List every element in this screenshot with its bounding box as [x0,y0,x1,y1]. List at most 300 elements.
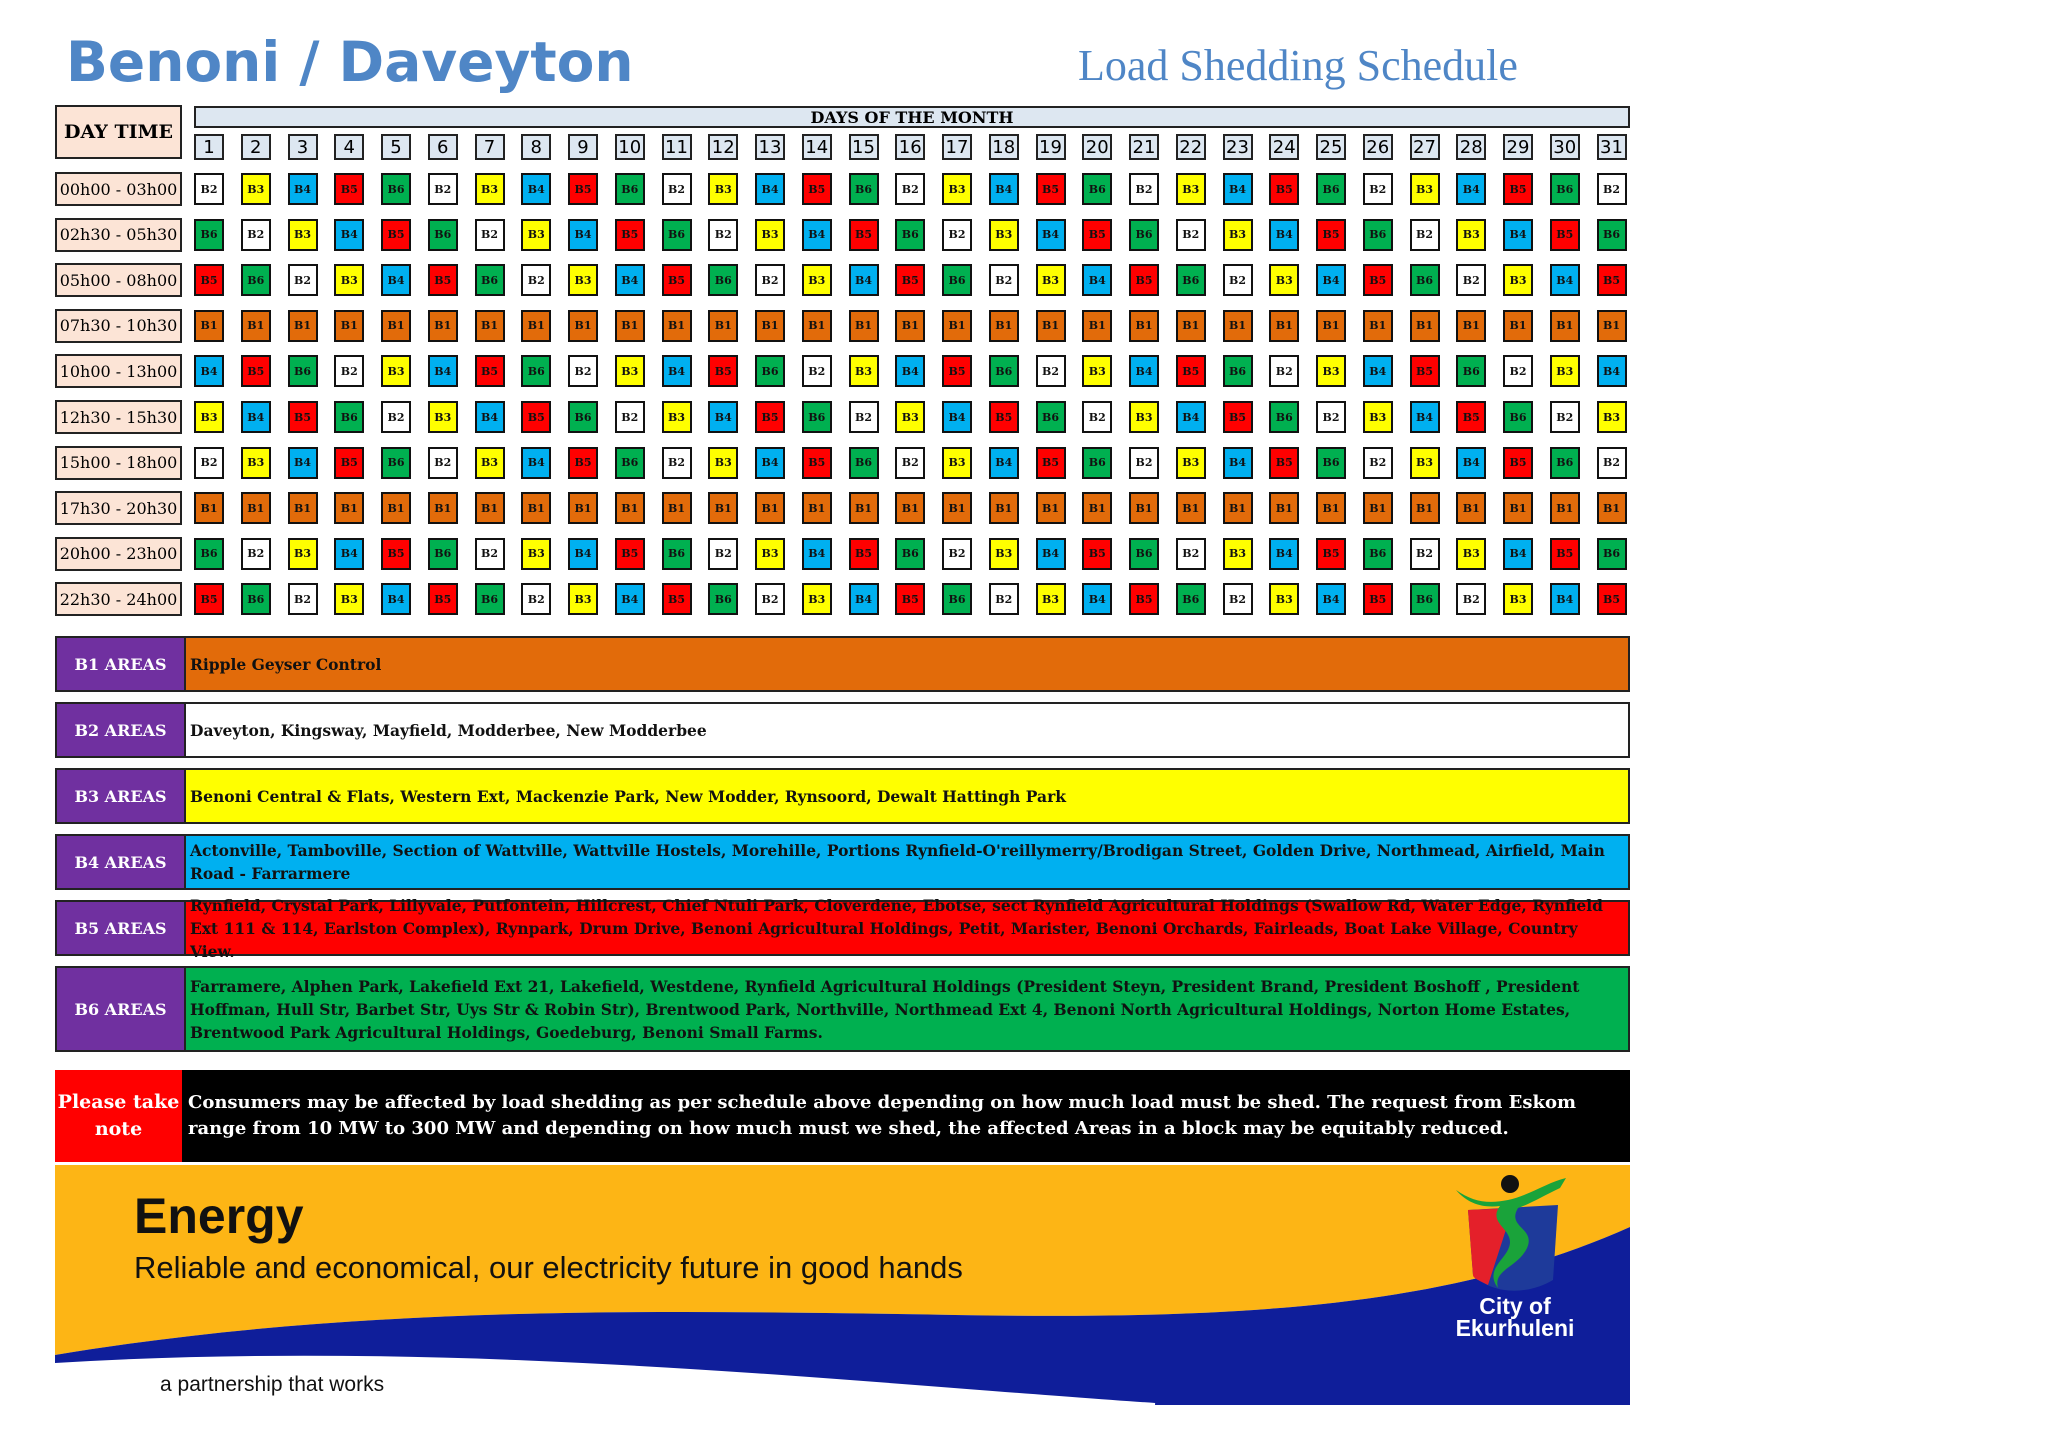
schedule-cell: B3 [989,538,1019,570]
schedule-cell: B2 [1223,264,1253,296]
schedule-cell: B4 [1036,538,1066,570]
schedule-cell: B5 [381,538,411,570]
area-label: B5 AREAS [57,902,186,954]
schedule-cell: B6 [568,401,598,433]
day-number: 13 [755,134,785,160]
schedule-cell: B5 [1316,538,1346,570]
schedule-cell: B1 [428,492,458,524]
schedule-cell: B3 [241,447,271,479]
schedule-cell: B3 [849,355,879,387]
area-description: Actonville, Tamboville, Section of Wattville, Wattville Hostels, Morehille, Portions Rynfield-O'reillymerry/Brodigan Street, Golden Drive, Northmead, Airfield, Main Road - Farrarmere [186,836,1628,888]
schedule-cell: B1 [895,310,925,342]
schedule-cell: B3 [1129,401,1159,433]
day-number: 16 [895,134,925,160]
schedule-cell: B6 [194,538,224,570]
schedule-cell: B2 [1176,538,1206,570]
schedule-cell: B2 [1176,219,1206,251]
schedule-cell: B4 [521,173,551,205]
schedule-cell: B6 [288,355,318,387]
schedule-cell: B3 [381,355,411,387]
schedule-cell: B4 [521,447,551,479]
area-description: Daveyton, Kingsway, Mayfield, Modderbee, New Modderbee [186,704,1628,756]
schedule-cell: B5 [895,264,925,296]
logo-text: City of Ekurhuleni [1455,1293,1575,1341]
schedule-cell: B3 [1223,538,1253,570]
schedule-cell: B1 [288,310,318,342]
day-number: 12 [708,134,738,160]
schedule-cell: B4 [802,219,832,251]
schedule-cell: B2 [849,401,879,433]
schedule-cell: B4 [662,355,692,387]
schedule-cell: B6 [475,264,505,296]
schedule-cell: B2 [1597,173,1627,205]
schedule-cell: B5 [568,447,598,479]
schedule-cell: B6 [1410,583,1440,615]
schedule-cell: B3 [1082,355,1112,387]
schedule-cell: B6 [942,264,972,296]
schedule-cell: B6 [895,538,925,570]
schedule-cell: B2 [428,173,458,205]
day-number: 23 [1223,134,1253,160]
schedule-cell: B3 [475,447,505,479]
schedule-cell: B3 [1456,219,1486,251]
schedule-cell: B5 [288,401,318,433]
schedule-cell: B1 [802,310,832,342]
schedule-cell: B1 [708,492,738,524]
schedule-cell: B1 [802,492,832,524]
schedule-cell: B5 [662,583,692,615]
schedule-cell: B1 [849,492,879,524]
schedule-cell: B1 [1503,492,1533,524]
schedule-cell: B1 [1550,310,1580,342]
schedule-cell: B5 [1363,583,1393,615]
schedule-cell: B2 [1363,173,1393,205]
schedule-cell: B2 [989,583,1019,615]
schedule-cell: B5 [1550,219,1580,251]
schedule-cell: B1 [755,310,785,342]
schedule-cell: B5 [989,401,1019,433]
schedule-cell: B3 [1316,355,1346,387]
day-number: 11 [662,134,692,160]
schedule-cell: B6 [1363,538,1393,570]
schedule-cell: B2 [194,173,224,205]
schedule-cell: B4 [1082,583,1112,615]
schedule-cell: B2 [755,264,785,296]
schedule-cell: B4 [1597,355,1627,387]
day-number: 17 [942,134,972,160]
schedule-cell: B4 [1410,401,1440,433]
time-slot-label: 02h30 - 05h30 [55,218,182,252]
schedule-cell: B2 [942,538,972,570]
schedule-cell: B2 [194,447,224,479]
schedule-cell: B4 [989,447,1019,479]
schedule-cell: B5 [1363,264,1393,296]
schedule-cell: B4 [802,538,832,570]
schedule-cell: B5 [849,219,879,251]
schedule-cell: B2 [989,264,1019,296]
schedule-cell: B3 [802,264,832,296]
schedule-cell: B2 [895,447,925,479]
ekurhuleni-logo-icon [1448,1170,1578,1300]
schedule-cell: B3 [288,219,318,251]
schedule-cell: B3 [662,401,692,433]
schedule-cell: B1 [194,492,224,524]
schedule-cell: B6 [1550,447,1580,479]
schedule-cell: B2 [662,173,692,205]
schedule-cell: B5 [1223,401,1253,433]
schedule-cell: B2 [615,401,645,433]
schedule-cell: B6 [381,447,411,479]
schedule-cell: B3 [1410,173,1440,205]
schedule-cell: B2 [802,355,832,387]
schedule-cell: B2 [1223,583,1253,615]
area-row [55,768,1630,824]
schedule-cell: B6 [1550,173,1580,205]
schedule-cell: B4 [334,538,364,570]
schedule-cell: B1 [1363,310,1393,342]
day-number: 6 [428,134,458,160]
schedule-cell: B2 [1503,355,1533,387]
schedule-cell: B2 [942,219,972,251]
schedule-cell: B3 [942,447,972,479]
schedule-cell: B1 [475,310,505,342]
note-row [55,1070,1630,1162]
day-number: 24 [1269,134,1299,160]
schedule-cell: B4 [1503,538,1533,570]
schedule-cell: B6 [1316,447,1346,479]
schedule-cell: B2 [755,583,785,615]
time-slot-label: 15h00 - 18h00 [55,446,182,480]
schedule-cell: B4 [1129,355,1159,387]
schedule-cell: B5 [1269,447,1299,479]
schedule-cell: B5 [615,538,645,570]
area-label: B4 AREAS [57,836,186,888]
schedule-cell: B1 [942,492,972,524]
schedule-cell: B1 [288,492,318,524]
schedule-cell: B4 [1456,447,1486,479]
schedule-cell: B1 [849,310,879,342]
schedule-cell: B6 [194,219,224,251]
schedule-cell: B6 [1036,401,1066,433]
area-label: B6 AREAS [57,968,186,1050]
day-number: 30 [1550,134,1580,160]
schedule-cell: B5 [194,264,224,296]
schedule-cell: B6 [428,538,458,570]
day-number: 20 [1082,134,1112,160]
schedule-cell: B5 [1129,264,1159,296]
schedule-cell: B2 [1082,401,1112,433]
schedule-cell: B4 [1550,264,1580,296]
schedule-cell: B6 [662,219,692,251]
tagline: a partnership that works [160,1373,385,1396]
area-row [55,702,1630,758]
schedule-cell: B6 [1503,401,1533,433]
schedule-cell: B2 [1363,447,1393,479]
schedule-cell: B1 [568,492,598,524]
schedule-cell: B6 [615,447,645,479]
schedule-cell: B5 [241,355,271,387]
area-row [55,636,1630,692]
schedule-cell: B4 [849,583,879,615]
schedule-cell: B3 [334,583,364,615]
day-number: 21 [1129,134,1159,160]
schedule-cell: B1 [989,310,1019,342]
schedule-cell: B2 [708,538,738,570]
schedule-cell: B2 [1456,264,1486,296]
schedule-cell: B4 [755,447,785,479]
day-number: 1 [194,134,224,160]
schedule-cell: B1 [568,310,598,342]
schedule-cell: B1 [708,310,738,342]
schedule-cell: B3 [1269,264,1299,296]
schedule-cell: B4 [381,583,411,615]
schedule-cell: B2 [1269,355,1299,387]
day-number: 18 [989,134,1019,160]
schedule-cell: B3 [1269,583,1299,615]
schedule-cell: B5 [1269,173,1299,205]
schedule-cell: B6 [708,583,738,615]
area-description: Benoni Central & Flats, Western Ext, Mackenzie Park, New Modder, Rynsoord, Dewalt Hattingh Park [186,770,1628,822]
schedule-cell: B6 [475,583,505,615]
day-number: 15 [849,134,879,160]
schedule-cell: B6 [802,401,832,433]
schedule-cell: B1 [1597,310,1627,342]
area-label: B3 AREAS [57,770,186,822]
schedule-cell: B1 [241,310,271,342]
schedule-cell: B1 [241,492,271,524]
schedule-cell: B6 [381,173,411,205]
schedule-cell: B2 [428,447,458,479]
schedule-cell: B1 [1082,492,1112,524]
time-slot-label: 12h30 - 15h30 [55,400,182,434]
schedule-cell: B4 [1269,538,1299,570]
schedule-cell: B4 [568,538,598,570]
schedule-cell: B5 [1456,401,1486,433]
schedule-cell: B5 [1176,355,1206,387]
schedule-cell: B1 [1456,310,1486,342]
schedule-cell: B2 [708,219,738,251]
day-number: 28 [1456,134,1486,160]
schedule-cell: B1 [1410,492,1440,524]
day-time-header: DAY TIME [55,105,182,159]
schedule-cell: B5 [1316,219,1346,251]
note-text: Consumers may be affected by load shedding as per schedule above depending on how much load must be shed. The request from Eskom range from 10 MW to 300 MW and depending on how much must we shed, the affected Areas in a block may be equitably reduced. [182,1070,1630,1162]
page-subtitle: Load Shedding Schedule [1078,41,1518,90]
schedule-cell: B4 [942,401,972,433]
schedule-cell: B1 [1503,310,1533,342]
schedule-cell: B3 [475,173,505,205]
schedule-cell: B3 [568,583,598,615]
schedule-cell: B6 [1129,538,1159,570]
schedule-cell: B3 [521,219,551,251]
schedule-cell: B6 [942,583,972,615]
schedule-cell: B1 [428,310,458,342]
area-description: Farramere, Alphen Park, Lakefield Ext 21, Lakefield, Westdene, Rynfield Agricultural Holdings (President Steyn, President Brand, President Boshoff , President Hoffman, Hull Str, Barbet Str, Uys Str & Robin Str), Brentwood Park, Northville, Northmead Ext 4, Benoni North Agricultural Holdings, Norton Home Estates, Brentwood Park Agricultural Holdings, Goedeburg, Benoni Small Farms. [186,968,1628,1050]
schedule-cell: B5 [521,401,551,433]
schedule-cell: B2 [288,264,318,296]
schedule-cell: B2 [475,538,505,570]
area-row [55,834,1630,890]
day-number: 19 [1036,134,1066,160]
schedule-cell: B5 [615,219,645,251]
day-number: 4 [334,134,364,160]
time-slot-label: 17h30 - 20h30 [55,491,182,525]
schedule-cell: B6 [1456,355,1486,387]
schedule-cell: B1 [381,492,411,524]
schedule-cell: B1 [475,492,505,524]
schedule-cell: B1 [1129,310,1159,342]
schedule-cell: B1 [1410,310,1440,342]
schedule-cell: B1 [1550,492,1580,524]
schedule-cell: B3 [568,264,598,296]
schedule-cell: B2 [662,447,692,479]
schedule-cell: B1 [942,310,972,342]
area-description: Ripple Geyser Control [186,638,1628,690]
schedule-cell: B1 [895,492,925,524]
schedule-cell: B3 [1176,173,1206,205]
day-number: 10 [615,134,645,160]
schedule-cell: B4 [381,264,411,296]
schedule-cell: B1 [755,492,785,524]
schedule-cell: B5 [475,355,505,387]
schedule-cell: B1 [334,310,364,342]
schedule-cell: B1 [1456,492,1486,524]
schedule-cell: B6 [241,583,271,615]
schedule-cell: B1 [1316,492,1346,524]
schedule-cell: B3 [1550,355,1580,387]
time-slot-label: 00h00 - 03h00 [55,172,182,206]
energy-heading: Energy [134,1188,304,1244]
schedule-cell: B5 [942,355,972,387]
schedule-cell: B2 [475,219,505,251]
schedule-cell: B4 [428,355,458,387]
schedule-cell: B3 [615,355,645,387]
schedule-cell: B6 [615,173,645,205]
schedule-cell: B5 [755,401,785,433]
schedule-cell: B5 [1597,264,1627,296]
schedule-cell: B4 [194,355,224,387]
schedule-cell: B3 [288,538,318,570]
day-number: 26 [1363,134,1393,160]
schedule-cell: B3 [895,401,925,433]
schedule-cell: B1 [334,492,364,524]
schedule-cell: B4 [1269,219,1299,251]
schedule-cell: B3 [1456,538,1486,570]
schedule-cell: B5 [194,583,224,615]
time-slot-label: 10h00 - 13h00 [55,354,182,388]
schedule-cell: B6 [428,219,458,251]
schedule-cell: B1 [1176,310,1206,342]
schedule-cell: B5 [802,173,832,205]
schedule-cell: B3 [755,538,785,570]
schedule-cell: B3 [1503,583,1533,615]
schedule-cell: B3 [241,173,271,205]
schedule-cell: B4 [708,401,738,433]
day-number: 3 [288,134,318,160]
schedule-cell: B4 [1316,264,1346,296]
schedule-cell: B5 [334,173,364,205]
area-label: B1 AREAS [57,638,186,690]
schedule-cell: B5 [1503,447,1533,479]
schedule-cell: B4 [615,264,645,296]
schedule-cell: B5 [1082,538,1112,570]
schedule-cell: B6 [1176,264,1206,296]
schedule-cell: B1 [521,492,551,524]
schedule-cell: B1 [194,310,224,342]
schedule-cell: B4 [1456,173,1486,205]
schedule-cell: B4 [1363,355,1393,387]
schedule-cell: B1 [662,310,692,342]
schedule-cell: B1 [1269,310,1299,342]
day-number: 5 [381,134,411,160]
schedule-cell: B2 [1129,447,1159,479]
schedule-cell: B4 [1316,583,1346,615]
day-number: 8 [521,134,551,160]
schedule-cell: B5 [1036,173,1066,205]
schedule-cell: B5 [1503,173,1533,205]
schedule-cell: B1 [989,492,1019,524]
schedule-cell: B1 [662,492,692,524]
schedule-cell: B2 [241,538,271,570]
day-number: 25 [1316,134,1346,160]
schedule-cell: B3 [942,173,972,205]
schedule-cell: B5 [381,219,411,251]
schedule-cell: B4 [568,219,598,251]
schedule-cell: B6 [895,219,925,251]
schedule-cell: B6 [1597,538,1627,570]
schedule-cell: B1 [521,310,551,342]
schedule-cell: B4 [1223,447,1253,479]
schedule-cell: B4 [615,583,645,615]
schedule-cell: B1 [1316,310,1346,342]
schedule-cell: B4 [1223,173,1253,205]
schedule-cell: B6 [521,355,551,387]
schedule-cell: B3 [428,401,458,433]
schedule-cell: B1 [1269,492,1299,524]
day-number: 31 [1597,134,1627,160]
schedule-cell: B3 [334,264,364,296]
schedule-cell: B2 [568,355,598,387]
schedule-cell: B3 [708,447,738,479]
schedule-cell: B6 [1223,355,1253,387]
schedule-cell: B2 [1597,447,1627,479]
schedule-cell: B2 [1036,355,1066,387]
schedule-cell: B1 [1082,310,1112,342]
schedule-cell: B4 [755,173,785,205]
schedule-cell: B3 [1363,401,1393,433]
schedule-cell: B6 [241,264,271,296]
schedule-cell: B4 [989,173,1019,205]
schedule-cell: B6 [1176,583,1206,615]
schedule-cell: B6 [989,355,1019,387]
schedule-cell: B3 [989,219,1019,251]
schedule-cell: B6 [1597,219,1627,251]
schedule-cell: B1 [381,310,411,342]
schedule-cell: B1 [1223,310,1253,342]
schedule-cell: B6 [662,538,692,570]
schedule-cell: B5 [568,173,598,205]
schedule-cell: B2 [288,583,318,615]
time-slot-label: 05h00 - 08h00 [55,263,182,297]
schedule-cell: B2 [521,583,551,615]
schedule-cell: B2 [334,355,364,387]
schedule-cell: B5 [895,583,925,615]
schedule-cell: B5 [708,355,738,387]
schedule-cell: B3 [755,219,785,251]
schedule-cell: B2 [1410,219,1440,251]
schedule-cell: B5 [1550,538,1580,570]
schedule-cell: B6 [849,173,879,205]
